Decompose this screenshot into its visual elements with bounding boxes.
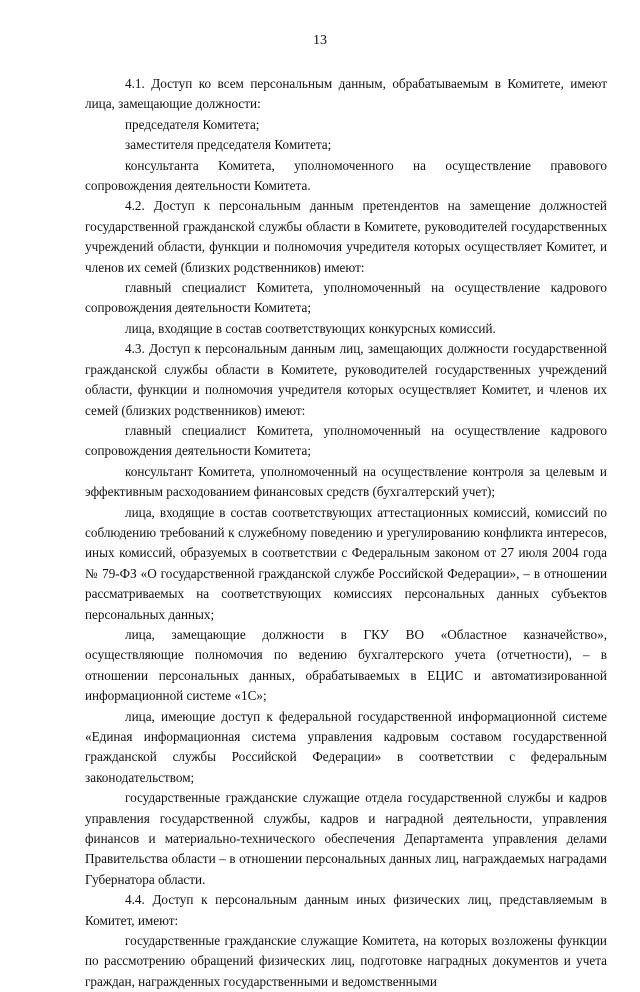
list-item: заместителя председателя Комитета; [125,137,332,153]
list-item: председателя Комитета; [125,116,260,132]
paragraph-4-3: 4.3. Доступ к персональным данным лиц, замещающих должности государственной гражданской службы области в Комитете, руководителей государственных учреждений области, функции и полномочия учредителя которых осуществляет Комитет, и членов их семей (близких родственников) имеют: [85,341,607,418]
list-item: государственные гражданские служащие отдела государственной службы и кадров управления государственной службы, кадров и наградной деятельности, управления финансов и материально-технического обеспечения Департамента управления делами Правительства области – в отношении персональных данных лиц, награждаемых наградами Губернатора области. [85,790,607,887]
list-item: консультант Комитета, уполномоченный на осуществление контроля за целевым и эффективным расходованием финансовых средств (бухгалтерский учет); [85,463,607,500]
list-item: государственные гражданские служащие Комитета, на которых возложены функции по рассмотрению обращений физических лиц, подготовке наградных документов и учета граждан, награжденных государственными и ведомственными [85,933,607,989]
list-item: главный специалист Комитета, уполномоченный на осуществление кадрового сопровождения деятельности Комитета; [85,280,607,316]
list-item: лица, имеющие доступ к федеральной государственной информационной системе «Единая информационная система управления кадровым составом государственной гражданской службы Российской Федерации» в соответствии с федеральным законодательством; [85,708,607,785]
list-item: главный специалист Комитета, уполномоченный на осуществление кадрового сопровождения деятельности Комитета; [85,422,607,459]
list-item: лица, замещающие должности в ГКУ ВО «Областное казначейство», осуществляющие полномочия по ведению бухгалтерского учета (отчетности), – в отношении персональных данных, обрабатываемых в ЕЦИС и автоматизированной информационной системе «1С»; [85,626,607,704]
document-body [85,74,607,992]
paragraph-4-1: 4.1. Доступ ко всем персональным данным, обрабатываемым в Комитете, имеют лица, замещающие должности: [85,76,607,112]
list-item: консультанта Комитета, уполномоченного на осуществление правового сопровождения деятельности Комитета. [85,157,607,194]
page-number: 13 [313,33,327,48]
paragraph-4-4: 4.4. Доступ к персональным данным иных физических лиц, представляемым в Комитет, имеют: [85,892,607,928]
list-item: лица, входящие в состав соответствующих конкурсных комиссий. [125,320,496,336]
paragraph-4-2: 4.2. Доступ к персональным данным претендентов на замещение должностей государственной гражданской службы области в Комитете, руководителей государственных учреждений области, функции и полномочия учредителя которых осуществляет Комитет, и членов их семей (близких родственников) имеют: [85,198,607,275]
list-item: лица, входящие в состав соответствующих аттестационных комиссий, комиссий по соблюдению требований к служебному поведению и урегулированию конфликта интересов, иных комиссий, образуемых в соответствии с Федеральным законом от 27 июля 2004 года № 79-ФЗ «О государственной гражданской службе Российской Федерации», – в отношении рассматриваемых на соответствующих комиссиях персональных данных субъектов персональных данных; [85,504,607,622]
